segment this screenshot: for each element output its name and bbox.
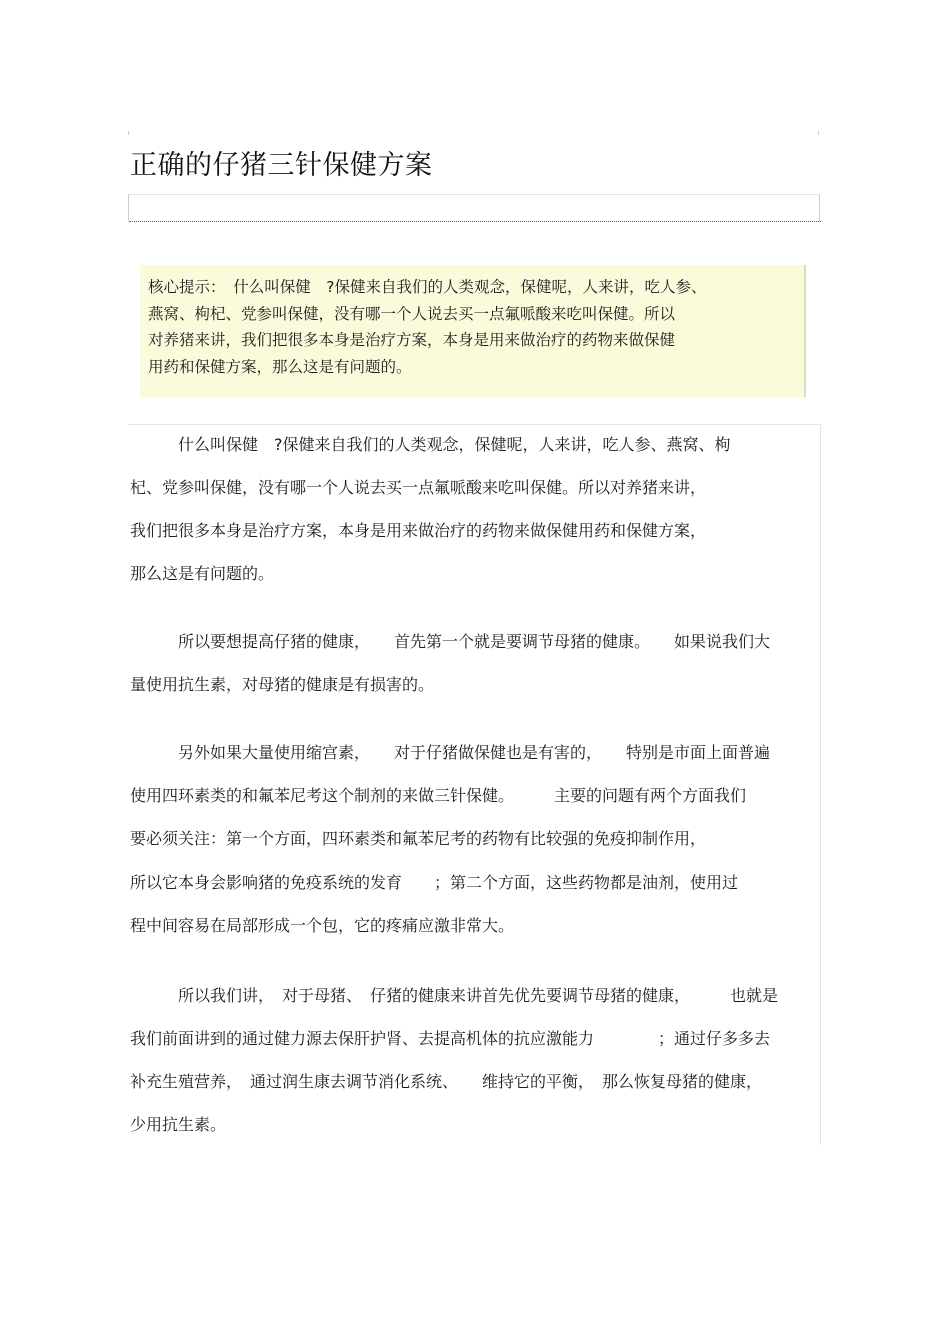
body-line: 所以它本身会影响猪的免疫系统的发育 ；第二个方面，这些药物都是油剂，使用过	[130, 873, 739, 892]
summary-line: 燕窝、枸杞、党参叫保健，没有哪一个人说去买一点氟哌酸来吃叫保健。所以	[148, 304, 676, 323]
body-line: 什么叫保健 ?保健来自我们的人类观念，保健呢，人来讲，吃人参、燕窝、枸	[130, 435, 731, 454]
body-line: 所以要想提高仔猪的健康， 首先第一个就是要调节母猪的健康。 如果说我们大	[130, 632, 771, 651]
summary-line: 核心提示： 什么叫保健 ?保健来自我们的人类观念，保健呢，人来讲，吃人参、	[148, 278, 707, 296]
summary-line: 对养猪来讲，我们把很多本身是治疗方案，本身是用来做治疗的药物来做保健	[148, 331, 676, 349]
body-line: 那么这是有问题的。	[130, 564, 275, 583]
summary-box	[140, 265, 806, 397]
body-line: 补充生殖营养， 通过润生康去调节消化系统、 维持它的平衡， 那么恢复母猪的健康，	[130, 1072, 763, 1091]
page-corner-mark-left	[128, 131, 129, 135]
body-line: 另外如果大量使用缩宫素， 对于仔猪做保健也是有害的， 特别是市面上面普遍	[130, 743, 771, 762]
body-line: 少用抗生素。	[130, 1115, 227, 1134]
body-line: 量使用抗生素，对母猪的健康是有损害的。	[130, 675, 435, 694]
body-line: 我们把很多本身是治疗方案，本身是用来做治疗的药物来做保健用药和保健方案，	[130, 521, 707, 540]
body-line: 所以我们讲， 对于母猪、 仔猪的健康来讲首先优先要调节母猪的健康， 也就是	[130, 986, 779, 1005]
body-line: 杞、党参叫保健，没有哪一个人说去买一点氟哌酸来吃叫保健。所以对养猪来讲，	[130, 478, 707, 497]
article-body	[128, 424, 821, 1145]
body-line: 程中间容易在局部形成一个包，它的疼痛应激非常大。	[130, 916, 515, 935]
summary-line: 用药和保健方案，那么这是有问题的。	[148, 357, 412, 376]
body-line: 要必须关注：第一个方面，四环素类和氟苯尼考的药物有比较强的免疫抑制作用，	[130, 829, 707, 848]
body-line: 使用四环素类的和氟苯尼考这个制剂的来做三针保健。 主要的问题有两个方面我们	[130, 786, 747, 805]
article-info-bar	[128, 194, 820, 221]
body-line: 我们前面讲到的通过健力源去保肝护肾、去提高机体的抗应激能力 ；通过仔多多去	[130, 1029, 771, 1048]
page-corner-mark-right	[818, 131, 819, 135]
page-title: 正确的仔猪三针保健方案	[130, 150, 433, 181]
